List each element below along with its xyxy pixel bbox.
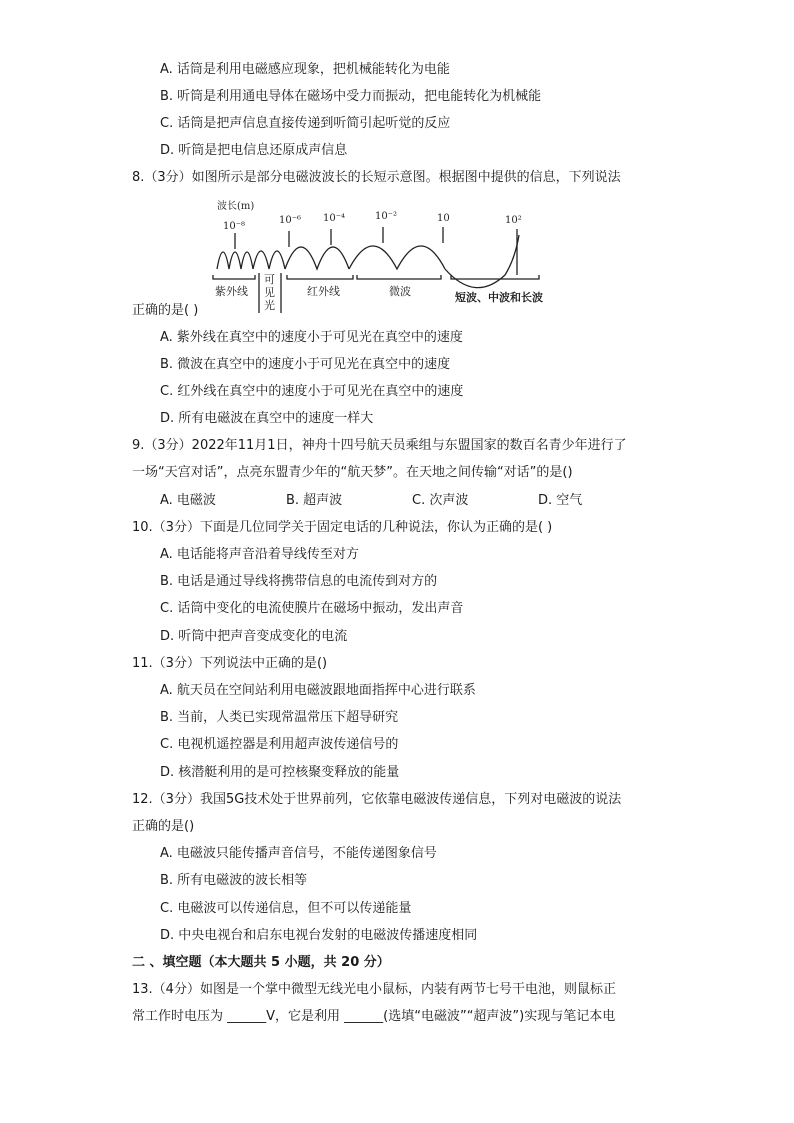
brace-microwave [357, 275, 441, 279]
q13-stem-line2: 常工作时电压为 ______V，它是利用 ______(选填“电磁波”“超声波”)实现与笔记本电 [132, 1009, 616, 1024]
q11-option-d: D. 核潜艇利用的是可控核聚变释放的能量 [160, 765, 400, 780]
mark-1e-4: 10⁻⁴ [323, 213, 346, 224]
wave-visible [253, 251, 285, 269]
q10-option-c: C. 话筒中变化的电流使膜片在磁场中振动，发出声音 [160, 601, 464, 616]
q12-option-b: B. 所有电磁波的波长相等 [160, 873, 308, 888]
section-2-title: 二 、填空题（本大题共 5 小题，共 20 分） [132, 955, 390, 970]
q8-option-b: B. 微波在真空中的速度小于可见光在真空中的速度 [160, 357, 451, 372]
q7-option-d: D. 听筒是把电信息还原成声信息 [160, 143, 348, 158]
q13-stem-line1: 13.（4分）如图是一个掌中微型无线光电小鼠标，内装有两节七号干电池，则鼠标正 [132, 982, 616, 997]
q12-stem-line2: 正确的是() [132, 819, 195, 834]
q10-stem: 10.（3分）下面是几位同学关于固定电话的几种说法，你认为正确的是( ) [132, 520, 553, 535]
wave-microwave [349, 246, 445, 269]
band-infrared: 红外线 [307, 285, 340, 298]
wave-radio [445, 235, 519, 288]
q10-option-b: B. 电话是通过导线将携带信息的电流传到对方的 [160, 574, 438, 589]
band-visible-char: 见 [264, 286, 275, 299]
q7-option-a: A. 话筒是利用电磁感应现象，把机械能转化为电能 [160, 62, 450, 77]
q7-option-c: C. 话筒是把声信息直接传递到听简引起听觉的反应 [160, 116, 451, 131]
q10-option-d: D. 听筒中把声音变成变化的电流 [160, 629, 348, 644]
q11-stem: 11.（3分）下列说法中正确的是() [132, 656, 328, 671]
q9-option-d: D. 空气 [538, 493, 583, 508]
em-wave-spectrum-figure [205, 195, 565, 315]
wave-ultraviolet [217, 252, 253, 269]
brace-radio [451, 275, 539, 279]
q9-option-b: B. 超声波 [286, 493, 343, 508]
q11-option-a: A. 航天员在空间站利用电磁波跟地面指挥中心进行联系 [160, 683, 476, 698]
q8-option-c: C. 红外线在真空中的速度小于可见光在真空中的速度 [160, 384, 464, 399]
axis-label: 波长(m) [217, 201, 255, 212]
q12-option-c: C. 电磁波可以传递信息，但不可以传递能量 [160, 901, 412, 916]
q12-option-a: A. 电磁波只能传播声音信号，不能传递图象信号 [160, 846, 437, 861]
q10-option-a: A. 电话能将声音沿着导线传至对方 [160, 547, 359, 562]
mark-1e-2: 10⁻² [375, 211, 398, 222]
band-visible-char: 可 [264, 273, 275, 286]
q11-option-b: B. 当前，人类已实现常温常压下超导研究 [160, 710, 399, 725]
q8-stem-line2: 正确的是( ) [132, 303, 199, 318]
q9-stem-line2: 一场“天宫对话”，点亮东盟青少年的“航天梦”。在天地之间传输“对话”的是() [132, 465, 573, 480]
band-visible [264, 273, 275, 312]
brace-ultraviolet [213, 275, 255, 279]
band-microwave: 微波 [389, 285, 411, 298]
mark-10: 10 [437, 213, 450, 224]
q8-stem-line1: 8.（3分）如图所示是部分电磁波波长的长短示意图。根据图中提供的信息，下列说法 [132, 170, 621, 185]
wave-infrared [285, 247, 349, 269]
q8-option-a: A. 紫外线在真空中的速度小于可见光在真空中的速度 [160, 330, 463, 345]
band-ultraviolet: 紫外线 [215, 285, 248, 298]
q9-option-c: C. 次声波 [412, 493, 469, 508]
q12-option-d: D. 中央电视台和启东电视台发射的电磁波传播速度相同 [160, 928, 478, 943]
brace-infrared [287, 275, 353, 279]
q7-option-b: B. 听筒是利用通电导体在磁场中受力而振动，把电能转化为机械能 [160, 89, 542, 104]
mark-1e-8: 10⁻⁸ [223, 221, 246, 232]
q8-option-d: D. 所有电磁波在真空中的速度一样大 [160, 411, 374, 426]
q9-option-a: A. 电磁波 [160, 493, 216, 508]
q9-stem-line1: 9.（3分）2022年11月1日，神舟十四号航天员乘组与东盟国家的数百名青少年进行了 [132, 438, 627, 453]
band-radio: 短波、中波和长波 [455, 291, 543, 304]
band-visible-char: 光 [264, 299, 275, 312]
q11-option-c: C. 电视机遥控器是利用超声波传递信号的 [160, 737, 399, 752]
mark-1e-6: 10⁻⁶ [279, 215, 302, 226]
mark-100: 10² [505, 215, 522, 226]
q12-stem-line1: 12.（3分）我国5G技术处于世界前列，它依靠电磁波传递信息，下列对电磁波的说法 [132, 792, 622, 807]
